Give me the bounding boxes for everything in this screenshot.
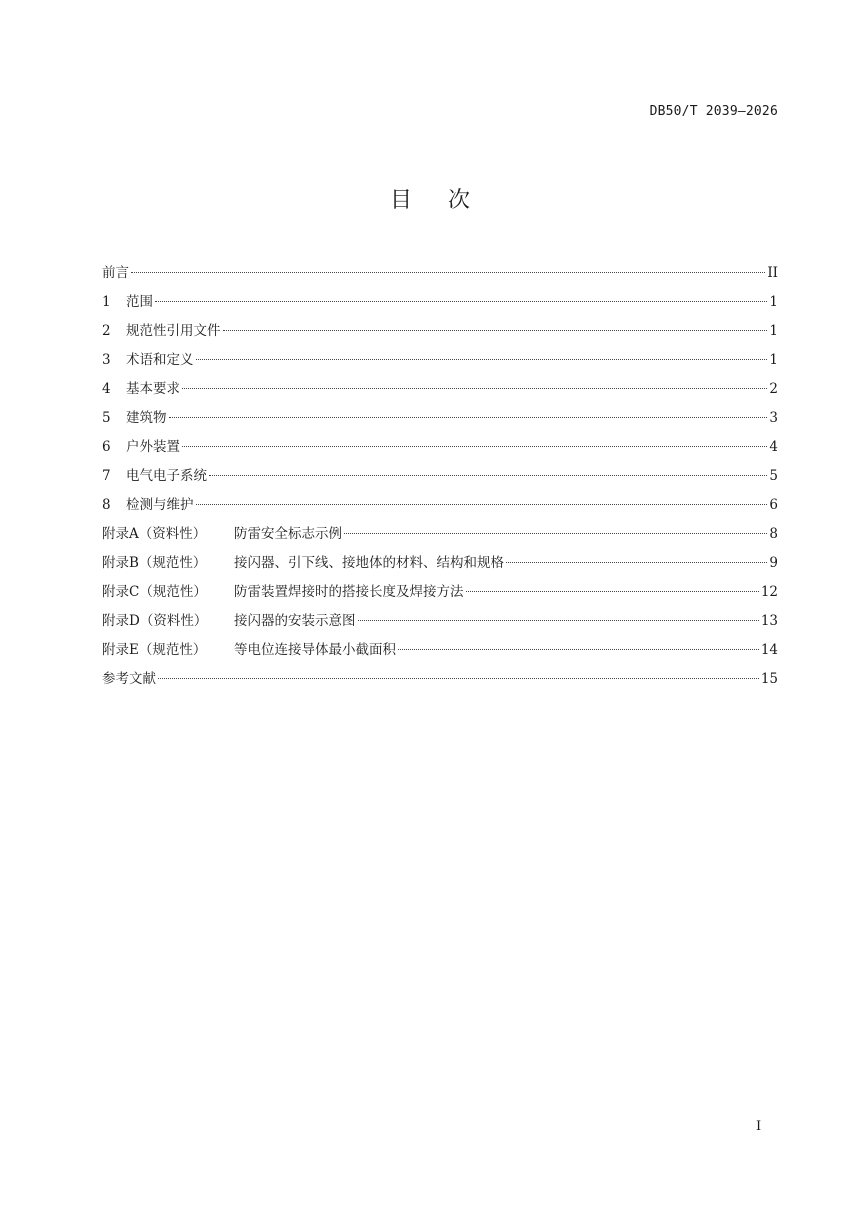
toc-dot-leader <box>155 301 767 302</box>
toc-entry-appendix: 附录D（资料性） <box>102 613 208 629</box>
toc-dot-leader <box>158 678 759 679</box>
toc-dot-leader <box>169 417 768 418</box>
toc-entry[interactable] <box>102 317 778 346</box>
toc-entry[interactable] <box>102 549 778 578</box>
toc-entry-appendix: 附录B（规范性） <box>102 555 207 571</box>
toc-entry-appendix: 附录E（规范性） <box>102 642 207 658</box>
toc-entry-label: 建筑物 <box>126 410 167 426</box>
toc-entry-page: 8 <box>769 526 778 542</box>
toc-entry-number: 1 <box>102 294 111 310</box>
toc-entry[interactable] <box>102 462 778 491</box>
toc-entry-page: 3 <box>769 410 778 426</box>
toc-entry-label: 等电位连接导体最小截面积 <box>234 642 396 658</box>
toc-dot-leader <box>506 562 767 563</box>
toc-entry[interactable] <box>102 288 778 317</box>
toc-entry[interactable] <box>102 520 778 549</box>
table-of-contents <box>102 259 778 694</box>
toc-entry[interactable] <box>102 433 778 462</box>
toc-entry-page: II <box>767 265 778 281</box>
toc-entry-page: 4 <box>769 439 778 455</box>
toc-entry-label: 防雷安全标志示例 <box>234 526 342 542</box>
toc-entry-page: 13 <box>760 613 778 629</box>
toc-entry-label: 基本要求 <box>126 381 180 397</box>
toc-entry-page: 15 <box>760 671 778 687</box>
toc-entry-page: 14 <box>760 642 778 658</box>
toc-entry[interactable] <box>102 636 778 665</box>
toc-entry-label: 接闪器、引下线、接地体的材料、结构和规格 <box>234 555 504 571</box>
toc-entry-label: 参考文献 <box>102 671 156 687</box>
toc-entry[interactable] <box>102 404 778 433</box>
toc-entry[interactable] <box>102 491 778 520</box>
toc-entry-number: 8 <box>102 497 111 513</box>
toc-entry[interactable] <box>102 375 778 404</box>
toc-dot-leader <box>182 388 767 389</box>
toc-entry-label: 范围 <box>126 294 153 310</box>
toc-entry[interactable] <box>102 346 778 375</box>
toc-dot-leader <box>466 591 759 592</box>
toc-entry[interactable] <box>102 607 778 636</box>
toc-entry-page: 1 <box>769 323 778 339</box>
toc-entry-appendix: 附录C（规范性） <box>102 584 207 600</box>
toc-entry-number: 7 <box>102 468 111 484</box>
toc-dot-leader <box>182 446 767 447</box>
page-number: I <box>756 1119 762 1134</box>
toc-entry-appendix: 附录A（资料性） <box>102 526 207 542</box>
toc-entry-label: 电气电子系统 <box>126 468 207 484</box>
toc-dot-leader <box>209 475 767 476</box>
toc-entry-number: 5 <box>102 410 111 426</box>
toc-entry-label: 前言 <box>102 265 129 281</box>
toc-entry[interactable] <box>102 665 778 694</box>
toc-entry-label: 防雷装置焊接时的搭接长度及焊接方法 <box>234 584 464 600</box>
toc-entry-label: 户外装置 <box>126 439 180 455</box>
toc-dot-leader <box>131 272 765 273</box>
toc-entry-page: 6 <box>769 497 778 513</box>
toc-entry-label: 术语和定义 <box>126 352 194 368</box>
toc-entry-number: 4 <box>102 381 111 397</box>
page-title: 目次 <box>389 188 506 213</box>
toc-entry-number: 2 <box>102 323 111 339</box>
toc-dot-leader <box>196 504 768 505</box>
toc-dot-leader <box>223 330 768 331</box>
toc-entry[interactable] <box>102 259 778 288</box>
toc-dot-leader <box>344 533 767 534</box>
toc-entry-page: 2 <box>769 381 778 397</box>
toc-dot-leader <box>398 649 759 650</box>
toc-entry-number: 3 <box>102 352 111 368</box>
toc-entry-page: 5 <box>769 468 778 484</box>
toc-dot-leader <box>358 620 759 621</box>
toc-entry[interactable] <box>102 578 778 607</box>
toc-entry-page: 1 <box>769 352 778 368</box>
toc-entry-label: 规范性引用文件 <box>126 323 221 339</box>
toc-entry-page: 1 <box>769 294 778 310</box>
toc-entry-page: 12 <box>760 584 778 600</box>
document-code: DB50/T 2039—2026 <box>649 104 778 119</box>
toc-entry-label: 接闪器的安装示意图 <box>234 613 356 629</box>
toc-entry-page: 9 <box>769 555 778 571</box>
toc-entry-number: 6 <box>102 439 111 455</box>
toc-entry-label: 检测与维护 <box>126 497 194 513</box>
toc-dot-leader <box>196 359 768 360</box>
